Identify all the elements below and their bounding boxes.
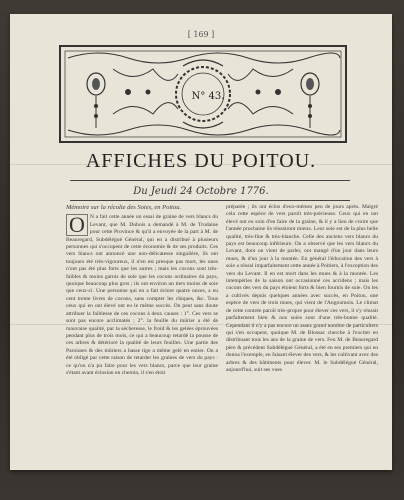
date-rule (70, 200, 350, 201)
newspaper-sheet (10, 14, 392, 470)
article-heading: Mémoire sur la récolte des Soies, en Poitou. (66, 204, 182, 211)
article-column-right (226, 204, 378, 472)
newspaper-title: AFFICHES DU POITOU. (85, 150, 317, 172)
page-number: [ 169 ] (187, 30, 215, 39)
title-rule (70, 180, 350, 181)
issue-date: Du Jeudi 24 Octobre 1776. (133, 186, 269, 197)
article-column-left (66, 204, 218, 472)
article-text-right: préparée ; ils ont éclos d'eux-mêmes peu de jours après. Malgré cela cette espèce de vers paroît très-précieuse. Ceux qui en ont élevé ont eu soin d'en faire de la graine, & il y a lieu de croire que l'année prochaine ils réussiront mieux. Leur soie est de la plus belle qualité, très-fine & très-blanche. Celle des anciens vers blancs du pays est beaucoup inférieure. On a observé que les vers blancs du Levant, dont on vient de parler, ont mangé d'un jour dans leurs mues, & d'un jour à la montée. En général l'éducation des vers à soie a réussi imparfaitement cette année à Poitiers, à l'exception des vers du Levant. Il en est mort dans les mues & à la montée. Les intempéries de la saison ont occasionné ces accidens ; mais les cocons des vers du pays étoient forts & bien fournis de soie. On les a cultivés depuis quelques années avec succès, en Poitou, une espèce de vers de trois mues, qui vient de l'Angoumois. Le climat de cette contrée paroît très-propre pour élever ces vers, il s'y réussit parfaitement bien & nos soies sont d'une très-bonne qualité. Cependant il n'y a pas encore un assez grand nombre de particuliers qui s'en occupent, quoique M. de Blossac cherche à l'exciter en distribuant tous les ans de la graine de vers. Feu M. de Beauregard père & précédent Subdélégué Général, a été en ses premiers qui en donna l'exemple, en faisant élever des vers, & les cultivant avec des arbres & des bâtiments pour élever. M. le Subdélégué Général, aujourd'hui, suit ses vues (226, 204, 378, 373)
article-text-left: N a fait cette année un essai de graine de vers blancs du Levant, que M. Dubois a demandé à M. de Trudaine pour cette Province & qu'il a envoyée de la part à M. de Beauregard, Subdélégué Général, qui en a distribué à plusieurs personnes qui s'occupent de cette économie & de ses produits. Ces vers blancs ont annoncé une non-délicatesse singulière, ils ont toujours été très-vigoureux, il n'en est presque pas mort, les unes n'ont pas été plus forts que les autres ; mais les cocons sont très-faibles & moins garnis de soie que les cocons ordinaires du pays, quoique beaucoup plus gros ; ils ont environ un tiers moins de soie que ceux-ci. Une personne qui en a fait éclore quatre onces, a eu cent trente livres de cocons, sans compter les chiques, &c. Tous ceux qui en ont élevé ont eu le même succès. On peut sans doute attribuer la faiblesse de ces cocons à deux causes : 1°. Ces vers se sont pas encore acclimatés ; 2°. la feuille du mûrier a été de mauvaise qualité, par la sécheresse, le froid & les gelées éprouvées pendant plus de trois mois, ce qui a beaucoup retardé la pousse de ces arbres & détérioré la qualité de leurs feuilles. Une partie des Paroisses & des mûriers a basse tige a même gelé en entier. On a été obligé par cette raison de retarder les graines de vers du pays : ce qu'on n'a pu faire pour les vers blancs, parce que leur graine s'étant avant éclosion en chemin, il s'en étoit (66, 214, 218, 376)
drop-cap: O (66, 214, 88, 236)
issue-number: N° 43. (191, 91, 225, 102)
